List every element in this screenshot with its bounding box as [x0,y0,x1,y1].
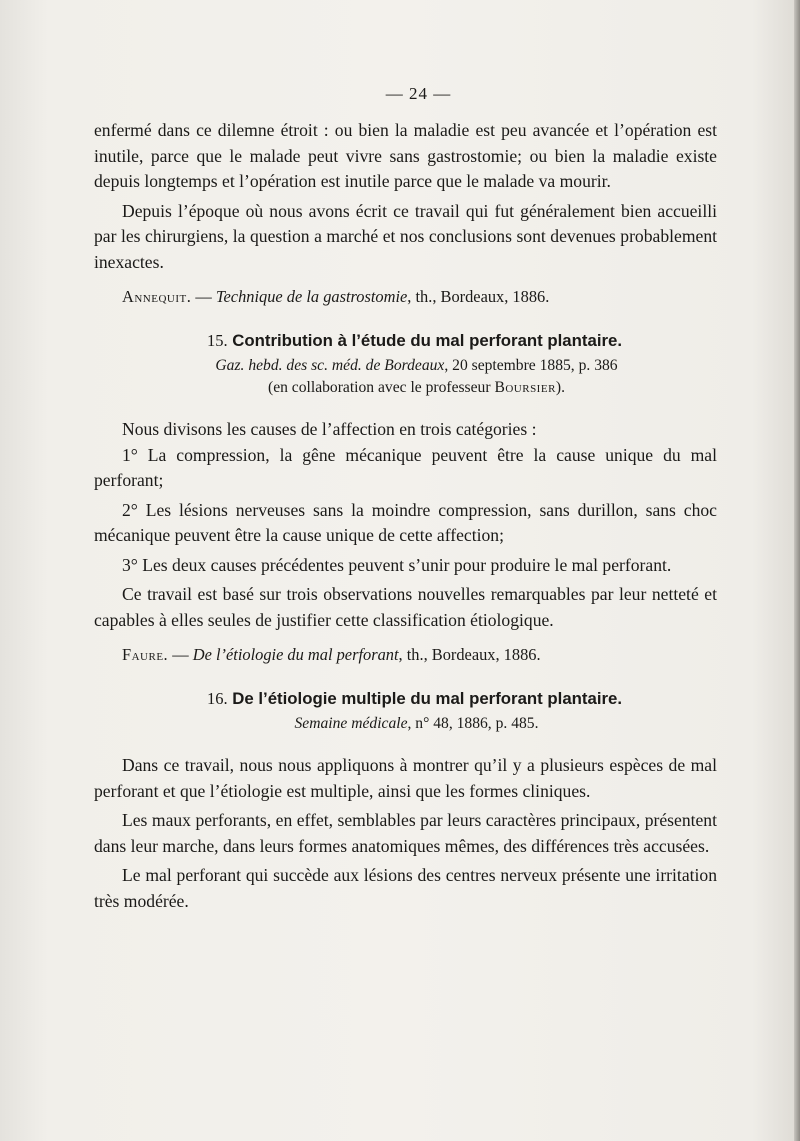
section-15-source [94,355,717,377]
reference-title: Technique de la gastrostomie [215,287,408,306]
collaboration-prefix: (en collaboration avec le professeur [268,379,495,396]
collaboration-name: Boursier [494,379,556,396]
reference-author: Annequit. [122,287,192,306]
section-15-paragraph-5: Ce travail est basé sur trois observations nouvelles remarquables par leur netteté et capables à elles seules de justifier cette classification étiologique. [94,584,717,630]
paragraph-intro-2: Depuis l’époque où nous avons écrit ce travail qui fut généralement bien accueilli par les chirurgiens, la question a marché et nos conclusions sont devenues probablement inexactes. [94,200,717,272]
section-16-paragraph-1: Dans ce travail, nous nous appliquons à montrer qu’il y a plusieurs espèces de mal perforant et que l’étiologie est multiple, ainsi que les formes cliniques. [94,755,717,801]
page-content [94,84,717,914]
collaboration-suffix: ). [555,379,565,396]
section-15-paragraph-2: 1° La compression, la gêne mécanique peuvent être la cause unique du mal perforant; [94,444,717,490]
reference-details: , th., Bordeaux, 1886. [398,645,541,664]
section-15-source-details: , 20 septembre 1885, p. 386 [444,357,618,374]
section-16-heading [94,687,717,711]
section-16-journal: Semaine médicale [294,715,408,732]
page-edge-shadow [794,0,800,1141]
section-15-paragraph-4: 3° Les deux causes précédentes peuvent s’unir pour produire le mal perforant. [122,554,672,575]
reference-dash: — [191,287,216,306]
paragraph-intro-1: enfermé dans ce dilemne étroit : ou bien la maladie est peu avancée et l’opération est inutile, parce que le malade peut vivre sans gastrostomie; ou bien la maladie existe depuis longtemps et l’opération est inutile parce que le malade va mourir. [94,120,717,191]
reference-title: De l’étiologie du mal perforant [192,645,399,664]
section-15-paragraph-1: Nous divisons les causes de l’affection en trois catégories : [122,419,537,439]
page-number: — 24 — [385,84,452,103]
reference-details: , th., Bordeaux, 1886. [407,287,550,306]
reference-annequit [94,285,717,309]
section-16-number: 16. [206,689,228,708]
section-15-collaboration [94,377,717,399]
section-16-paragraph-2: Les maux perforants, en effet, semblables par leurs caractères principaux, présentent dans leur marche, dans leurs formes anatomiques mêmes, des différences très accusées. [94,810,717,856]
section-15-journal: Gaz. hebd. des sc. méd. de Bordeaux [215,357,445,374]
reference-faure [94,643,717,667]
section-15-number: 15. [206,331,228,350]
section-16-source [94,713,717,735]
section-15-heading [94,329,717,353]
section-15-title: Contribution à l’étude du mal perforant plantaire. [232,331,623,350]
reference-author: Faure. [122,645,169,664]
section-16-source-details: , n° 48, 1886, p. 485. [407,715,539,732]
section-16-title: De l’étiologie multiple du mal perforant plantaire. [232,689,623,708]
reference-dash: — [168,645,193,664]
section-16-paragraph-3: Le mal perforant qui succède aux lésions des centres nerveux présente une irritation très modérée. [94,865,717,911]
section-15-paragraph-3: 2° Les lésions nerveuses sans la moindre compression, sans durillon, sans choc mécanique peuvent être la cause unique de cette affection; [94,499,717,545]
